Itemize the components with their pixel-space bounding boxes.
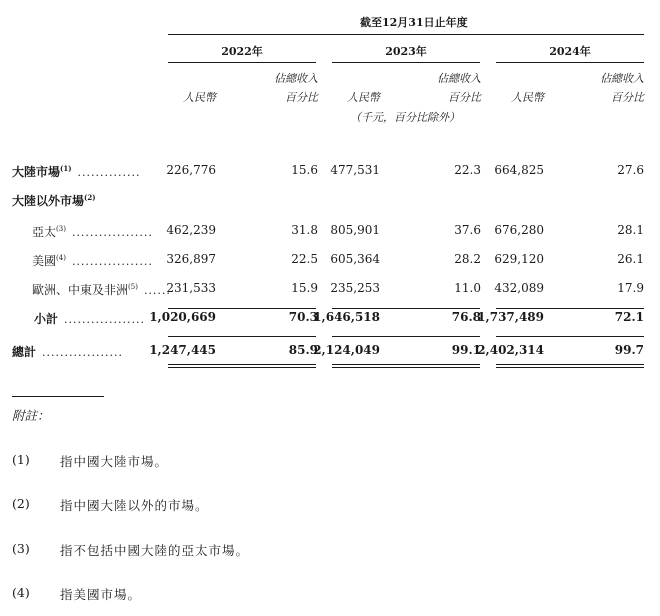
amount-cell: 231,533: [166, 281, 216, 295]
col-rmb-2022: 人民幣: [183, 91, 216, 104]
col-rmb-2024: 人民幣: [511, 91, 544, 104]
amount-cell: 235,253: [330, 281, 380, 295]
total-double-rule-b-2023: [332, 367, 480, 368]
row-label-text: 歐洲、中東及非洲: [32, 283, 129, 297]
total-double-rule-b-2022: [168, 367, 316, 368]
year-rule-2022: [168, 62, 316, 63]
percent-cell: 22.5: [291, 252, 318, 266]
total-double-rule-a-2024: [496, 364, 644, 365]
percent-cell: 99.7: [614, 343, 644, 357]
footnote-ref: (2): [84, 193, 96, 202]
total-double-rule-a-2023: [332, 364, 480, 365]
leader-dots: ..................: [71, 226, 153, 239]
footnote-text-4: 指美國市場。: [60, 587, 142, 602]
col-pct-2024-a: 佔總收入: [600, 72, 644, 85]
footnote-ref: (3): [56, 225, 66, 233]
percent-cell: 37.6: [454, 223, 481, 237]
subtotal-rule-2024: [496, 308, 644, 309]
year-2023: 2023年: [385, 45, 427, 58]
footnote-ref: (5): [128, 283, 138, 291]
row-label: [12, 192, 96, 209]
amount-cell: 629,120: [494, 252, 544, 266]
amount-cell: 664,825: [494, 163, 544, 177]
row-label-text: 美國: [32, 254, 57, 268]
subtotal-rule-2023: [332, 308, 480, 309]
col-pct-2024-b: 百分比: [611, 91, 644, 104]
percent-cell: 99.1: [451, 343, 481, 357]
footnote-num-4: (4): [12, 585, 30, 600]
percent-cell: 11.0: [454, 281, 481, 295]
amount-cell: 805,901: [330, 223, 380, 237]
footnote-rule: [12, 396, 104, 397]
footnote-text-3: 指不包括中國大陸的亞太市場。: [60, 543, 250, 558]
amount-cell: 462,239: [166, 223, 216, 237]
footnote-title: 附註：: [12, 408, 50, 423]
footnote-text-2: 指中國大陸以外的市場。: [60, 498, 209, 513]
year-rule-2024: [496, 62, 644, 63]
percent-cell: 15.9: [291, 281, 318, 295]
col-pct-2022-b: 百分比: [285, 91, 318, 104]
subtotal-rule-2022: [168, 308, 316, 309]
footnote-ref: (1): [60, 164, 72, 173]
row-label-text: 大陸市場: [12, 165, 61, 179]
percent-cell: 76.8: [451, 310, 481, 324]
row-label-text: 亞太: [32, 225, 57, 239]
percent-cell: 22.3: [454, 163, 481, 177]
footnote-num-1: (1): [12, 452, 30, 467]
percent-cell: 72.1: [614, 310, 644, 324]
total-double-rule-b-2024: [496, 367, 644, 368]
year-2024: 2024年: [549, 45, 591, 58]
leader-dots: ......: [143, 284, 171, 297]
row-label-text: 大陸以外市場: [12, 194, 85, 208]
percent-cell: 17.9: [617, 281, 644, 295]
percent-cell: 28.1: [617, 223, 644, 237]
footnote-text-1: 指中國大陸市場。: [60, 454, 169, 469]
col-pct-2023-b: 百分比: [448, 91, 481, 104]
percent-cell: 26.1: [617, 252, 644, 266]
percent-cell: 27.6: [617, 163, 644, 177]
percent-cell: 70.3: [288, 310, 318, 324]
year-rule-2023: [332, 62, 480, 63]
row-label: [12, 163, 140, 180]
year-2022: 2022年: [221, 45, 263, 58]
period-rule: [168, 34, 644, 35]
leader-dots: ..................: [71, 255, 153, 268]
amount-cell: 1,020,669: [149, 310, 216, 324]
amount-cell: 226,776: [166, 163, 216, 177]
amount-cell: 1,646,518: [313, 310, 380, 324]
unit-note: （千元，百分比除外）: [350, 111, 460, 124]
amount-cell: 1,737,489: [477, 310, 544, 324]
total-rule-top-2022: [168, 336, 316, 337]
col-pct-2022-a: 佔總收入: [274, 72, 318, 85]
amount-cell: 2,402,314: [477, 343, 544, 357]
row-label-text: 總計: [12, 345, 37, 359]
percent-cell: 31.8: [291, 223, 318, 237]
total-rule-top-2023: [332, 336, 480, 337]
percent-cell: 85.9: [288, 343, 318, 357]
percent-cell: 15.6: [291, 163, 318, 177]
amount-cell: 2,124,049: [313, 343, 380, 357]
amount-cell: 432,089: [494, 281, 544, 295]
total-rule-top-2024: [496, 336, 644, 337]
amount-cell: 676,280: [494, 223, 544, 237]
col-pct-2023-a: 佔總收入: [437, 72, 481, 85]
row-label: [12, 343, 123, 360]
footnote-ref: (4): [56, 254, 66, 262]
period-header: 截至12月31日止年度: [360, 16, 468, 29]
leader-dots: ..............: [77, 166, 141, 179]
amount-cell: 1,247,445: [149, 343, 216, 357]
percent-cell: 28.2: [454, 252, 481, 266]
amount-cell: 605,364: [330, 252, 380, 266]
row-label-text: 小計: [34, 312, 59, 326]
leader-dots: ..................: [42, 346, 123, 359]
footnote-num-2: (2): [12, 496, 30, 511]
total-double-rule-a-2022: [168, 364, 316, 365]
leader-dots: ..................: [64, 313, 145, 326]
amount-cell: 326,897: [166, 252, 216, 266]
col-rmb-2023: 人民幣: [347, 91, 380, 104]
amount-cell: 477,531: [330, 163, 380, 177]
footnote-num-3: (3): [12, 541, 30, 556]
